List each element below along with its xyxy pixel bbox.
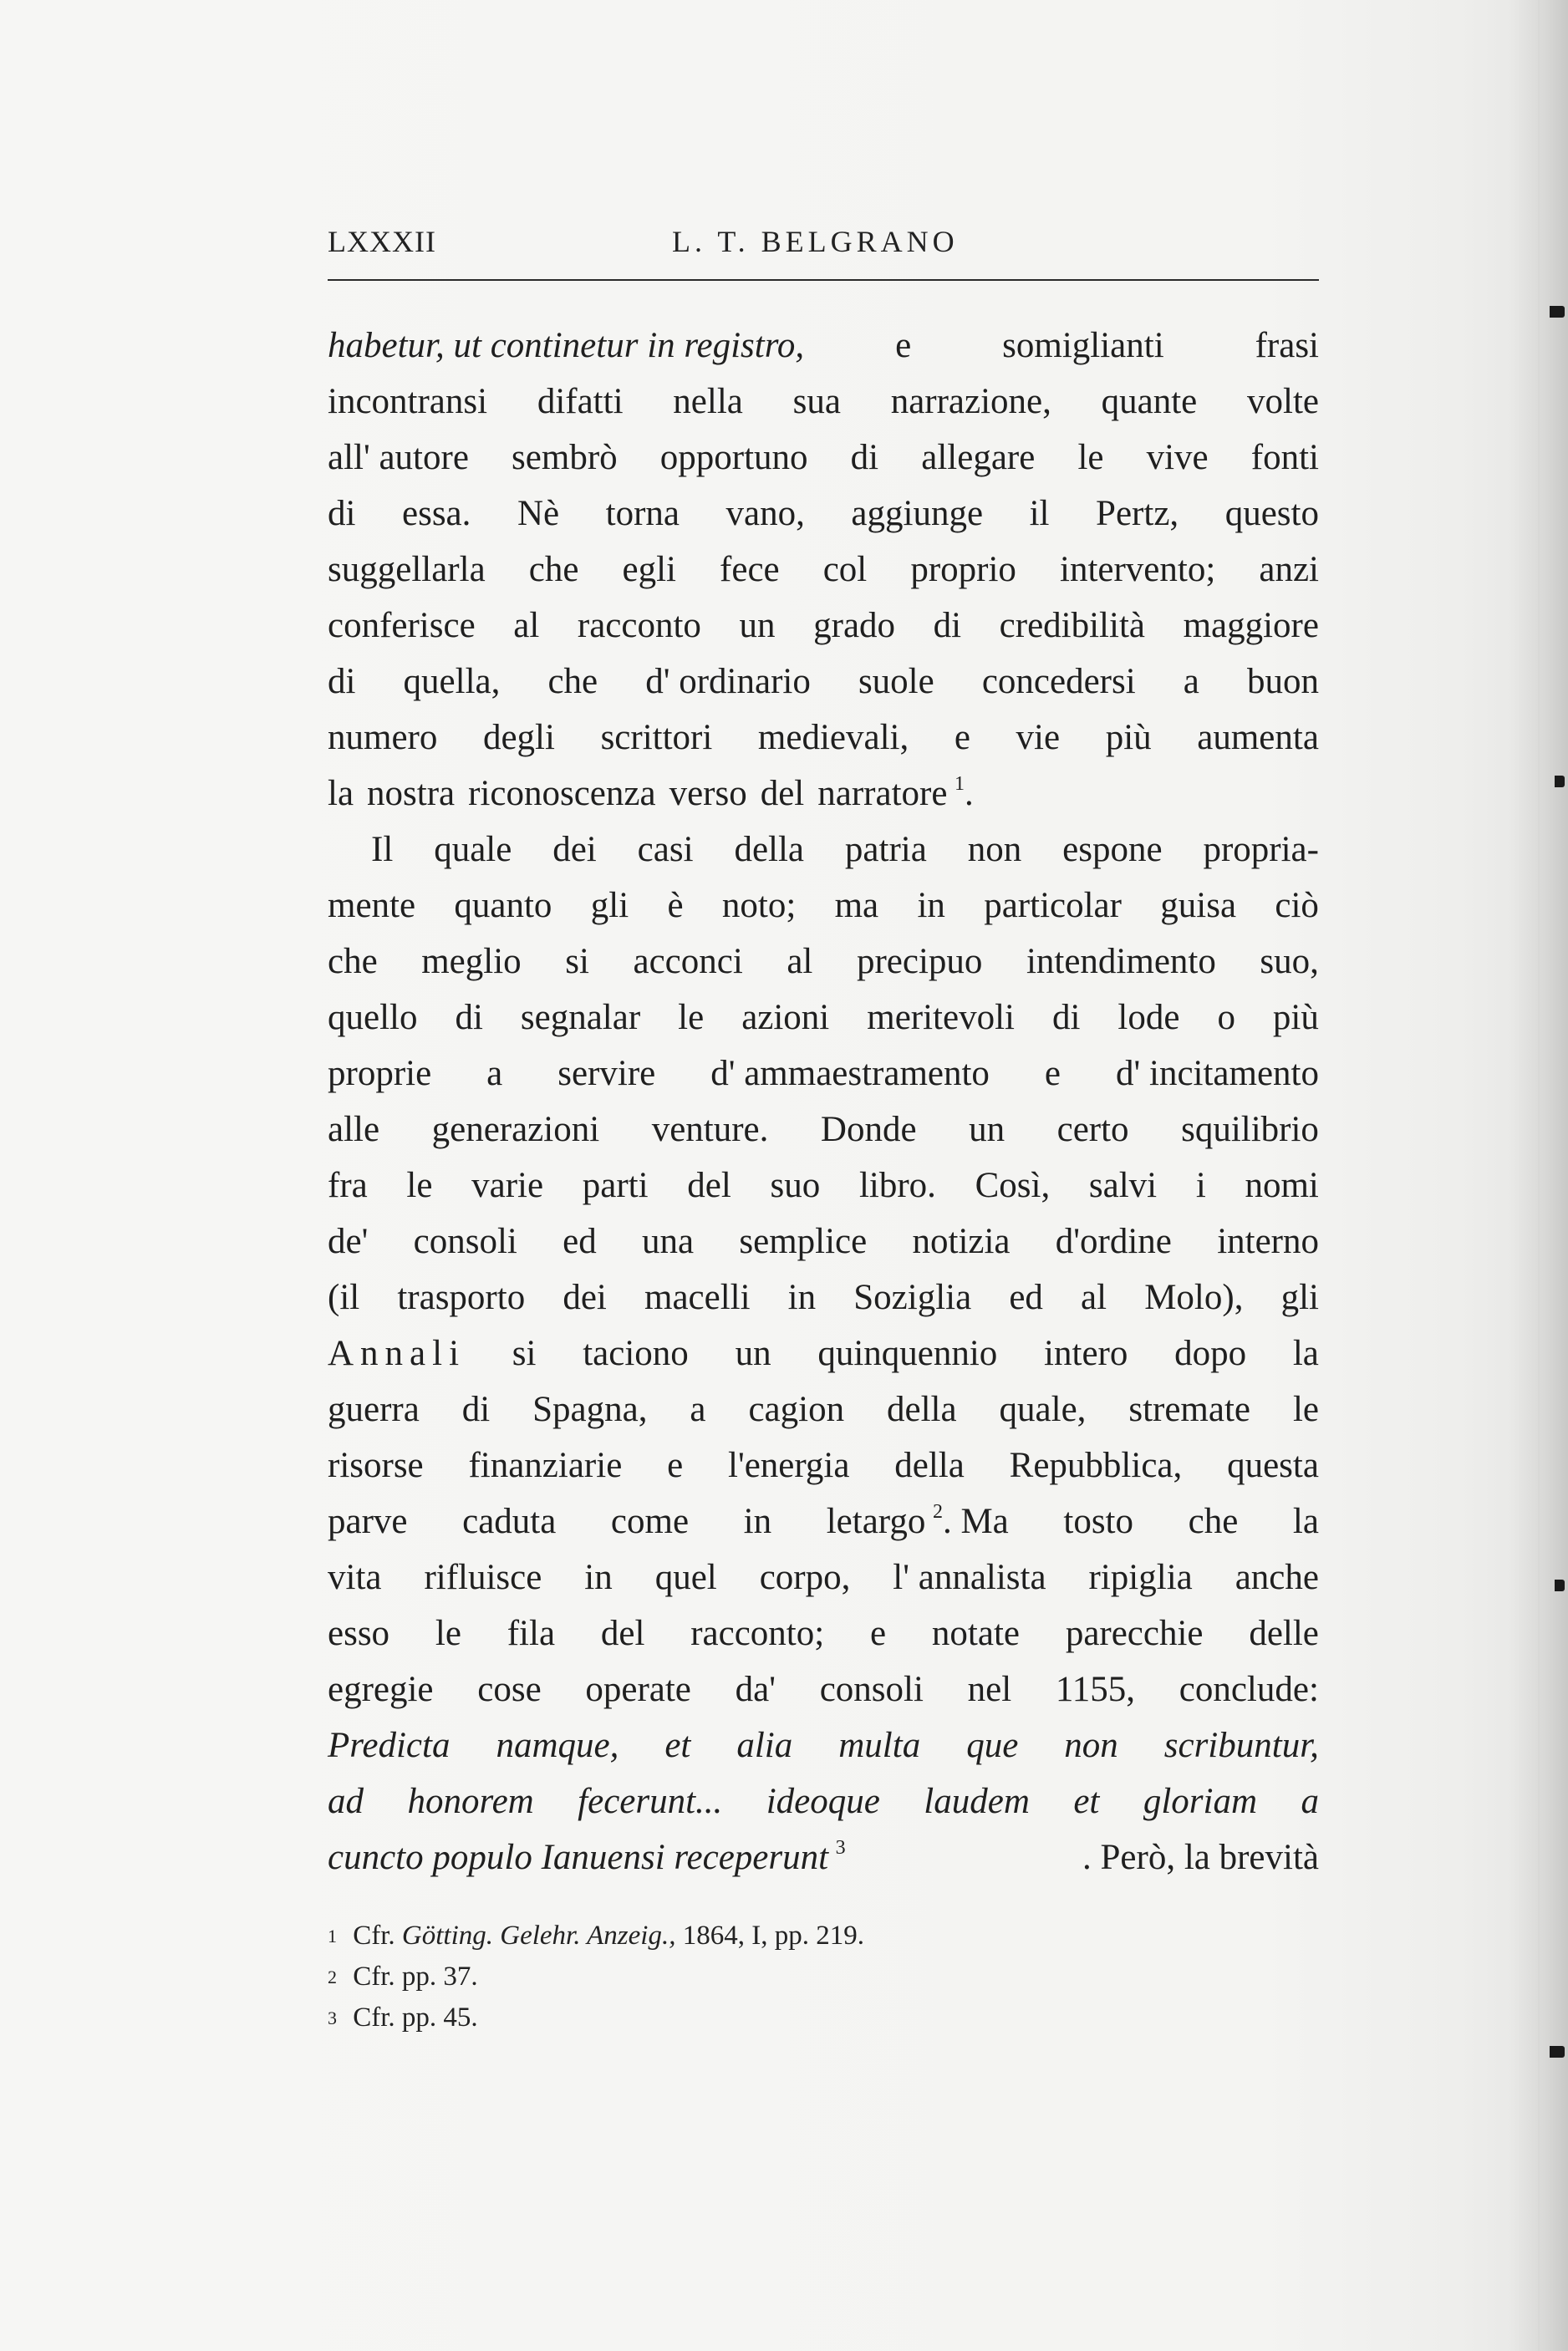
word: di [850, 438, 879, 477]
footnote-citation-title: Götting. Gelehr. Anzeig., [401, 1921, 676, 1951]
word: non [967, 830, 1022, 869]
word: alia [736, 1726, 793, 1765]
word: quanto [454, 886, 552, 925]
word: noto; [721, 886, 797, 925]
text-line [328, 710, 1319, 766]
word: proprio [910, 550, 1016, 589]
word: anzi [1259, 550, 1319, 589]
word: meglio [421, 942, 522, 981]
word: ad [328, 1782, 364, 1821]
word: anche [1235, 1558, 1319, 1597]
word: squilibrio [1181, 1110, 1319, 1149]
word: vita [328, 1558, 382, 1597]
word: quinquennio [817, 1334, 998, 1373]
word: salvi [1088, 1166, 1158, 1205]
word: suo, [1260, 942, 1319, 981]
word: narrazione, [890, 382, 1051, 421]
word: dei [552, 830, 597, 869]
word: namque, [496, 1726, 619, 1765]
text-line [328, 1661, 1319, 1717]
text-line [328, 1550, 1319, 1605]
word: quale, [999, 1390, 1087, 1429]
text-line [328, 430, 1319, 486]
word: ed [563, 1222, 597, 1261]
spaced-title-word: Annali [328, 1334, 466, 1373]
word: parecchie [1065, 1614, 1204, 1653]
word: somiglianti [1002, 326, 1164, 365]
text-line [328, 1382, 1319, 1438]
text-line [328, 822, 1319, 878]
text-line [328, 878, 1319, 934]
word: fra [328, 1166, 368, 1205]
word: suggellarla [328, 550, 486, 589]
phrase: . Però, la brevità [1082, 1838, 1319, 1877]
text-line-italic [328, 1773, 1319, 1829]
word: d' ammaestramento [710, 1054, 990, 1093]
word: lode [1117, 998, 1180, 1037]
word: caduta [462, 1502, 557, 1541]
word: Nè [517, 494, 560, 533]
text-line [328, 766, 1319, 822]
word: di [328, 662, 356, 701]
text-line [328, 1829, 1319, 1885]
word: laudem [924, 1782, 1030, 1821]
word: cagion [748, 1390, 845, 1429]
word: di [455, 998, 483, 1037]
word: mente [328, 886, 416, 925]
word: alle [328, 1110, 380, 1149]
word: dopo [1174, 1334, 1247, 1373]
word: e [1044, 1054, 1061, 1093]
word: allegare [921, 438, 1036, 477]
word: le [406, 1166, 433, 1205]
word: una [642, 1222, 695, 1261]
word: proprie [328, 1054, 432, 1093]
running-title: L. T. BELGRANO [672, 225, 959, 258]
word: que [966, 1726, 1019, 1765]
word: casi [637, 830, 694, 869]
word: parve [328, 1502, 408, 1541]
word: sembrò [512, 438, 618, 477]
word: che [1188, 1502, 1239, 1541]
word: in [787, 1278, 817, 1317]
header-rule [328, 279, 1319, 281]
word: la [328, 774, 354, 813]
word: intervento; [1060, 550, 1216, 589]
word: un [735, 1334, 771, 1373]
word: Donde [820, 1110, 917, 1149]
footnote-citation: pp. 45. [401, 2002, 478, 2033]
word: aggiunge [851, 494, 984, 533]
word: certo [1056, 1110, 1129, 1149]
word: de' [328, 1222, 369, 1261]
word: Pertz, [1096, 494, 1179, 533]
word: gli [590, 886, 629, 925]
word: tosto [1063, 1502, 1134, 1541]
binding-thread-mark [1555, 776, 1565, 787]
word: taciono [583, 1334, 689, 1373]
word: meritevoli [867, 998, 1015, 1037]
word: ciò [1275, 886, 1319, 925]
word: e [954, 718, 970, 757]
binding-thread-mark [1550, 2046, 1565, 2058]
word: d' incitamento [1116, 1054, 1319, 1093]
word: concedersi [981, 662, 1136, 701]
footnote-3 [328, 1997, 1319, 2038]
word: scribuntur, [1163, 1726, 1319, 1765]
word: et [664, 1726, 691, 1765]
word: si [565, 942, 589, 981]
footnote-number: 1 [328, 1926, 337, 1946]
word: narratore [817, 774, 948, 813]
word: torna [605, 494, 680, 533]
word: Repubblica, [1009, 1446, 1183, 1485]
word: fila [507, 1614, 556, 1653]
word: ed [1009, 1278, 1043, 1317]
word: col [822, 550, 868, 589]
word: come [610, 1502, 690, 1541]
word: le [1077, 438, 1104, 477]
word: verso [669, 774, 747, 813]
word: questa [1227, 1446, 1319, 1485]
word: del [687, 1166, 731, 1205]
word: e [870, 1614, 887, 1653]
text-line [328, 654, 1319, 710]
word: honorem [407, 1782, 534, 1821]
word: le [678, 998, 705, 1037]
word: frasi [1255, 326, 1319, 365]
italic-phrase: cuncto populo Ianuensi receperunt [328, 1838, 829, 1877]
word: il [1029, 494, 1050, 533]
footnote-number: 2 [328, 1967, 337, 1987]
word: . Ma [942, 1502, 1009, 1541]
word: le [435, 1614, 461, 1653]
word: azioni [741, 998, 830, 1037]
word: multa [838, 1726, 921, 1765]
word: aumenta [1197, 718, 1319, 757]
word: operate [585, 1670, 691, 1709]
word: sua [792, 382, 841, 421]
word: intero [1044, 1334, 1128, 1373]
word: et [1073, 1782, 1100, 1821]
word: macelli [644, 1278, 751, 1317]
body-text [328, 318, 1319, 1885]
word: Molo), [1144, 1278, 1244, 1317]
word: quel [654, 1558, 717, 1597]
word: Soziglia [853, 1278, 972, 1317]
word: che [328, 942, 378, 981]
footnote-ref-3: 3 [835, 1837, 846, 1859]
word: quante [1101, 382, 1198, 421]
word: opportuno [659, 438, 808, 477]
word: vive [1146, 438, 1209, 477]
word: l' annalista [893, 1558, 1046, 1597]
word: suo [770, 1166, 821, 1205]
word: la [1292, 1334, 1319, 1373]
word: nomi [1245, 1166, 1319, 1205]
text-line [328, 486, 1319, 542]
word: generazioni [431, 1110, 600, 1149]
word: racconto; [690, 1614, 825, 1653]
word: degli [482, 718, 555, 757]
word: varie [471, 1166, 544, 1205]
word: di [461, 1390, 491, 1429]
word: in [743, 1502, 772, 1541]
word: trasporto [397, 1278, 526, 1317]
word: della [734, 830, 805, 869]
text-line [328, 318, 1319, 374]
page-edge-line [1538, 0, 1540, 2351]
word: notate [931, 1614, 1020, 1653]
year: 1155, [1055, 1670, 1136, 1709]
word: parti [582, 1166, 649, 1205]
word: vie [1016, 718, 1061, 757]
running-header [328, 224, 1319, 274]
text-line [328, 1438, 1319, 1494]
word: fece [720, 550, 780, 589]
word: è [667, 886, 684, 925]
italic-phrase: habetur, ut continetur in registro, [328, 326, 805, 365]
word: semplice [739, 1222, 868, 1261]
word: e [667, 1446, 684, 1485]
text-line [328, 542, 1319, 598]
word: e [895, 326, 912, 365]
footnotes [328, 1916, 1319, 2038]
word: in [917, 886, 945, 925]
word: a [1301, 1782, 1319, 1821]
word-with-footnote-ref [328, 1829, 846, 1885]
text-line [328, 934, 1319, 990]
word: di [328, 494, 356, 533]
word: quello [328, 998, 418, 1037]
footnote-citation: 1864, I, pp. 219. [682, 1921, 864, 1951]
word: difatti [537, 382, 624, 421]
word: buon [1246, 662, 1319, 701]
word: servire [557, 1054, 656, 1093]
text-line [328, 598, 1319, 654]
word: patria [844, 830, 927, 869]
word: i [1195, 1166, 1206, 1205]
word-with-footnote-ref [817, 766, 974, 822]
word: esso [328, 1614, 390, 1653]
word: corpo, [759, 1558, 851, 1597]
word: un [969, 1110, 1005, 1149]
text-line [328, 1270, 1319, 1326]
word: al [1081, 1278, 1107, 1317]
text-line [328, 1605, 1319, 1661]
word: consoli [819, 1670, 924, 1709]
word: volte [1247, 382, 1319, 421]
text-line [328, 990, 1319, 1046]
word: del [760, 774, 805, 813]
word: ripiglia [1088, 1558, 1193, 1597]
word: dei [563, 1278, 607, 1317]
word: che [528, 550, 579, 589]
word: quella, [403, 662, 501, 701]
word: da' [735, 1670, 776, 1709]
word: venture. [651, 1110, 769, 1149]
word-with-footnote-ref [827, 1494, 1009, 1550]
word: quale [434, 830, 512, 869]
word: Il [371, 830, 394, 869]
word: rifluisce [424, 1558, 542, 1597]
binding-thread-mark [1550, 306, 1565, 318]
footnote-prefix: Cfr. [353, 1921, 395, 1951]
word: in [584, 1558, 613, 1597]
word: conferisce [328, 606, 476, 645]
word: particolar [984, 886, 1122, 925]
word: di [1051, 998, 1081, 1037]
word: suole [858, 662, 934, 701]
word: medievali, [757, 718, 909, 757]
word: precipuo [856, 942, 983, 981]
word: cose [477, 1670, 542, 1709]
word: gli [1280, 1278, 1319, 1317]
word: a [690, 1390, 706, 1429]
word: (il [328, 1278, 360, 1317]
word: egli [622, 550, 676, 589]
footnote-prefix: Cfr. [353, 2002, 395, 2033]
word: di [933, 606, 962, 645]
word: consoli [413, 1222, 517, 1261]
word: la [1292, 1502, 1319, 1541]
word: intendimento [1026, 942, 1216, 981]
word: letargo [826, 1502, 926, 1541]
word: risorse [328, 1446, 424, 1485]
word: d'ordine [1055, 1222, 1172, 1261]
word: racconto [577, 606, 701, 645]
word: a [1183, 662, 1199, 701]
word: credibilità [999, 606, 1145, 645]
footnote-number: 3 [328, 2008, 337, 2028]
word: grado [813, 606, 896, 645]
word: propria- [1203, 830, 1319, 869]
word: numero [328, 718, 438, 757]
text-line-italic [328, 1717, 1319, 1773]
footnote-ref-2: 2 [932, 1501, 943, 1523]
word: al [787, 942, 813, 981]
word: stremate [1128, 1390, 1250, 1429]
word: Predicta [328, 1726, 451, 1765]
word: o [1217, 998, 1235, 1037]
word: l'energia [728, 1446, 850, 1485]
text-line [328, 1158, 1319, 1214]
word: della [894, 1446, 965, 1485]
footnote-2 [328, 1957, 1319, 1997]
word: si [512, 1334, 537, 1373]
word: più [1105, 718, 1152, 757]
word: vano, [725, 494, 805, 533]
word: un [739, 606, 776, 645]
footnote-prefix: Cfr. [353, 1962, 395, 1992]
word: guerra [328, 1390, 420, 1429]
binding-thread-mark [1555, 1580, 1565, 1591]
word: all' autore [328, 438, 469, 477]
word: a [486, 1054, 503, 1093]
word: conclude: [1179, 1670, 1319, 1709]
text-line [328, 1046, 1319, 1102]
word: essa. [402, 494, 471, 533]
punctuation: . [965, 774, 974, 813]
word: più [1272, 998, 1319, 1037]
word: segnalar [520, 998, 641, 1037]
text-line [328, 1326, 1319, 1382]
word: ma [834, 886, 879, 925]
word: questo [1224, 494, 1319, 533]
text-line [328, 1214, 1319, 1270]
word: gloriam [1143, 1782, 1257, 1821]
word: incontransi [328, 382, 488, 421]
word: le [1292, 1390, 1319, 1429]
word: nel [967, 1670, 1012, 1709]
word: guisa [1160, 886, 1237, 925]
text-line [328, 1102, 1319, 1158]
word: espone [1062, 830, 1163, 869]
word: acconci [633, 942, 743, 981]
word: nella [673, 382, 743, 421]
word: nostra [367, 774, 456, 813]
text-line [328, 374, 1319, 430]
word: maggiore [1183, 606, 1319, 645]
word: Spagna, [532, 1390, 648, 1429]
word: non [1064, 1726, 1118, 1765]
word: interno [1217, 1222, 1319, 1261]
word: ideoque [766, 1782, 880, 1821]
word: fonti [1250, 438, 1319, 477]
word: Così, [975, 1166, 1051, 1205]
word: del [600, 1614, 645, 1653]
word: riconoscenza [468, 774, 656, 813]
page-number: LXXXII [328, 225, 436, 258]
text-line [328, 1494, 1319, 1550]
footnote-1 [328, 1916, 1319, 1957]
word: d' ordinario [645, 662, 811, 701]
footnote-citation: pp. 37. [401, 1962, 478, 1992]
word: al [513, 606, 540, 645]
word: che [547, 662, 598, 701]
footnote-ref-1: 1 [955, 773, 965, 795]
word: fecerunt... [578, 1782, 723, 1821]
word: notizia [912, 1222, 1011, 1261]
word: finanziarie [468, 1446, 623, 1485]
word: scrittori [600, 718, 713, 757]
word: delle [1249, 1614, 1319, 1653]
word: egregie [328, 1670, 434, 1709]
word: libro. [858, 1166, 936, 1205]
word: della [887, 1390, 957, 1429]
